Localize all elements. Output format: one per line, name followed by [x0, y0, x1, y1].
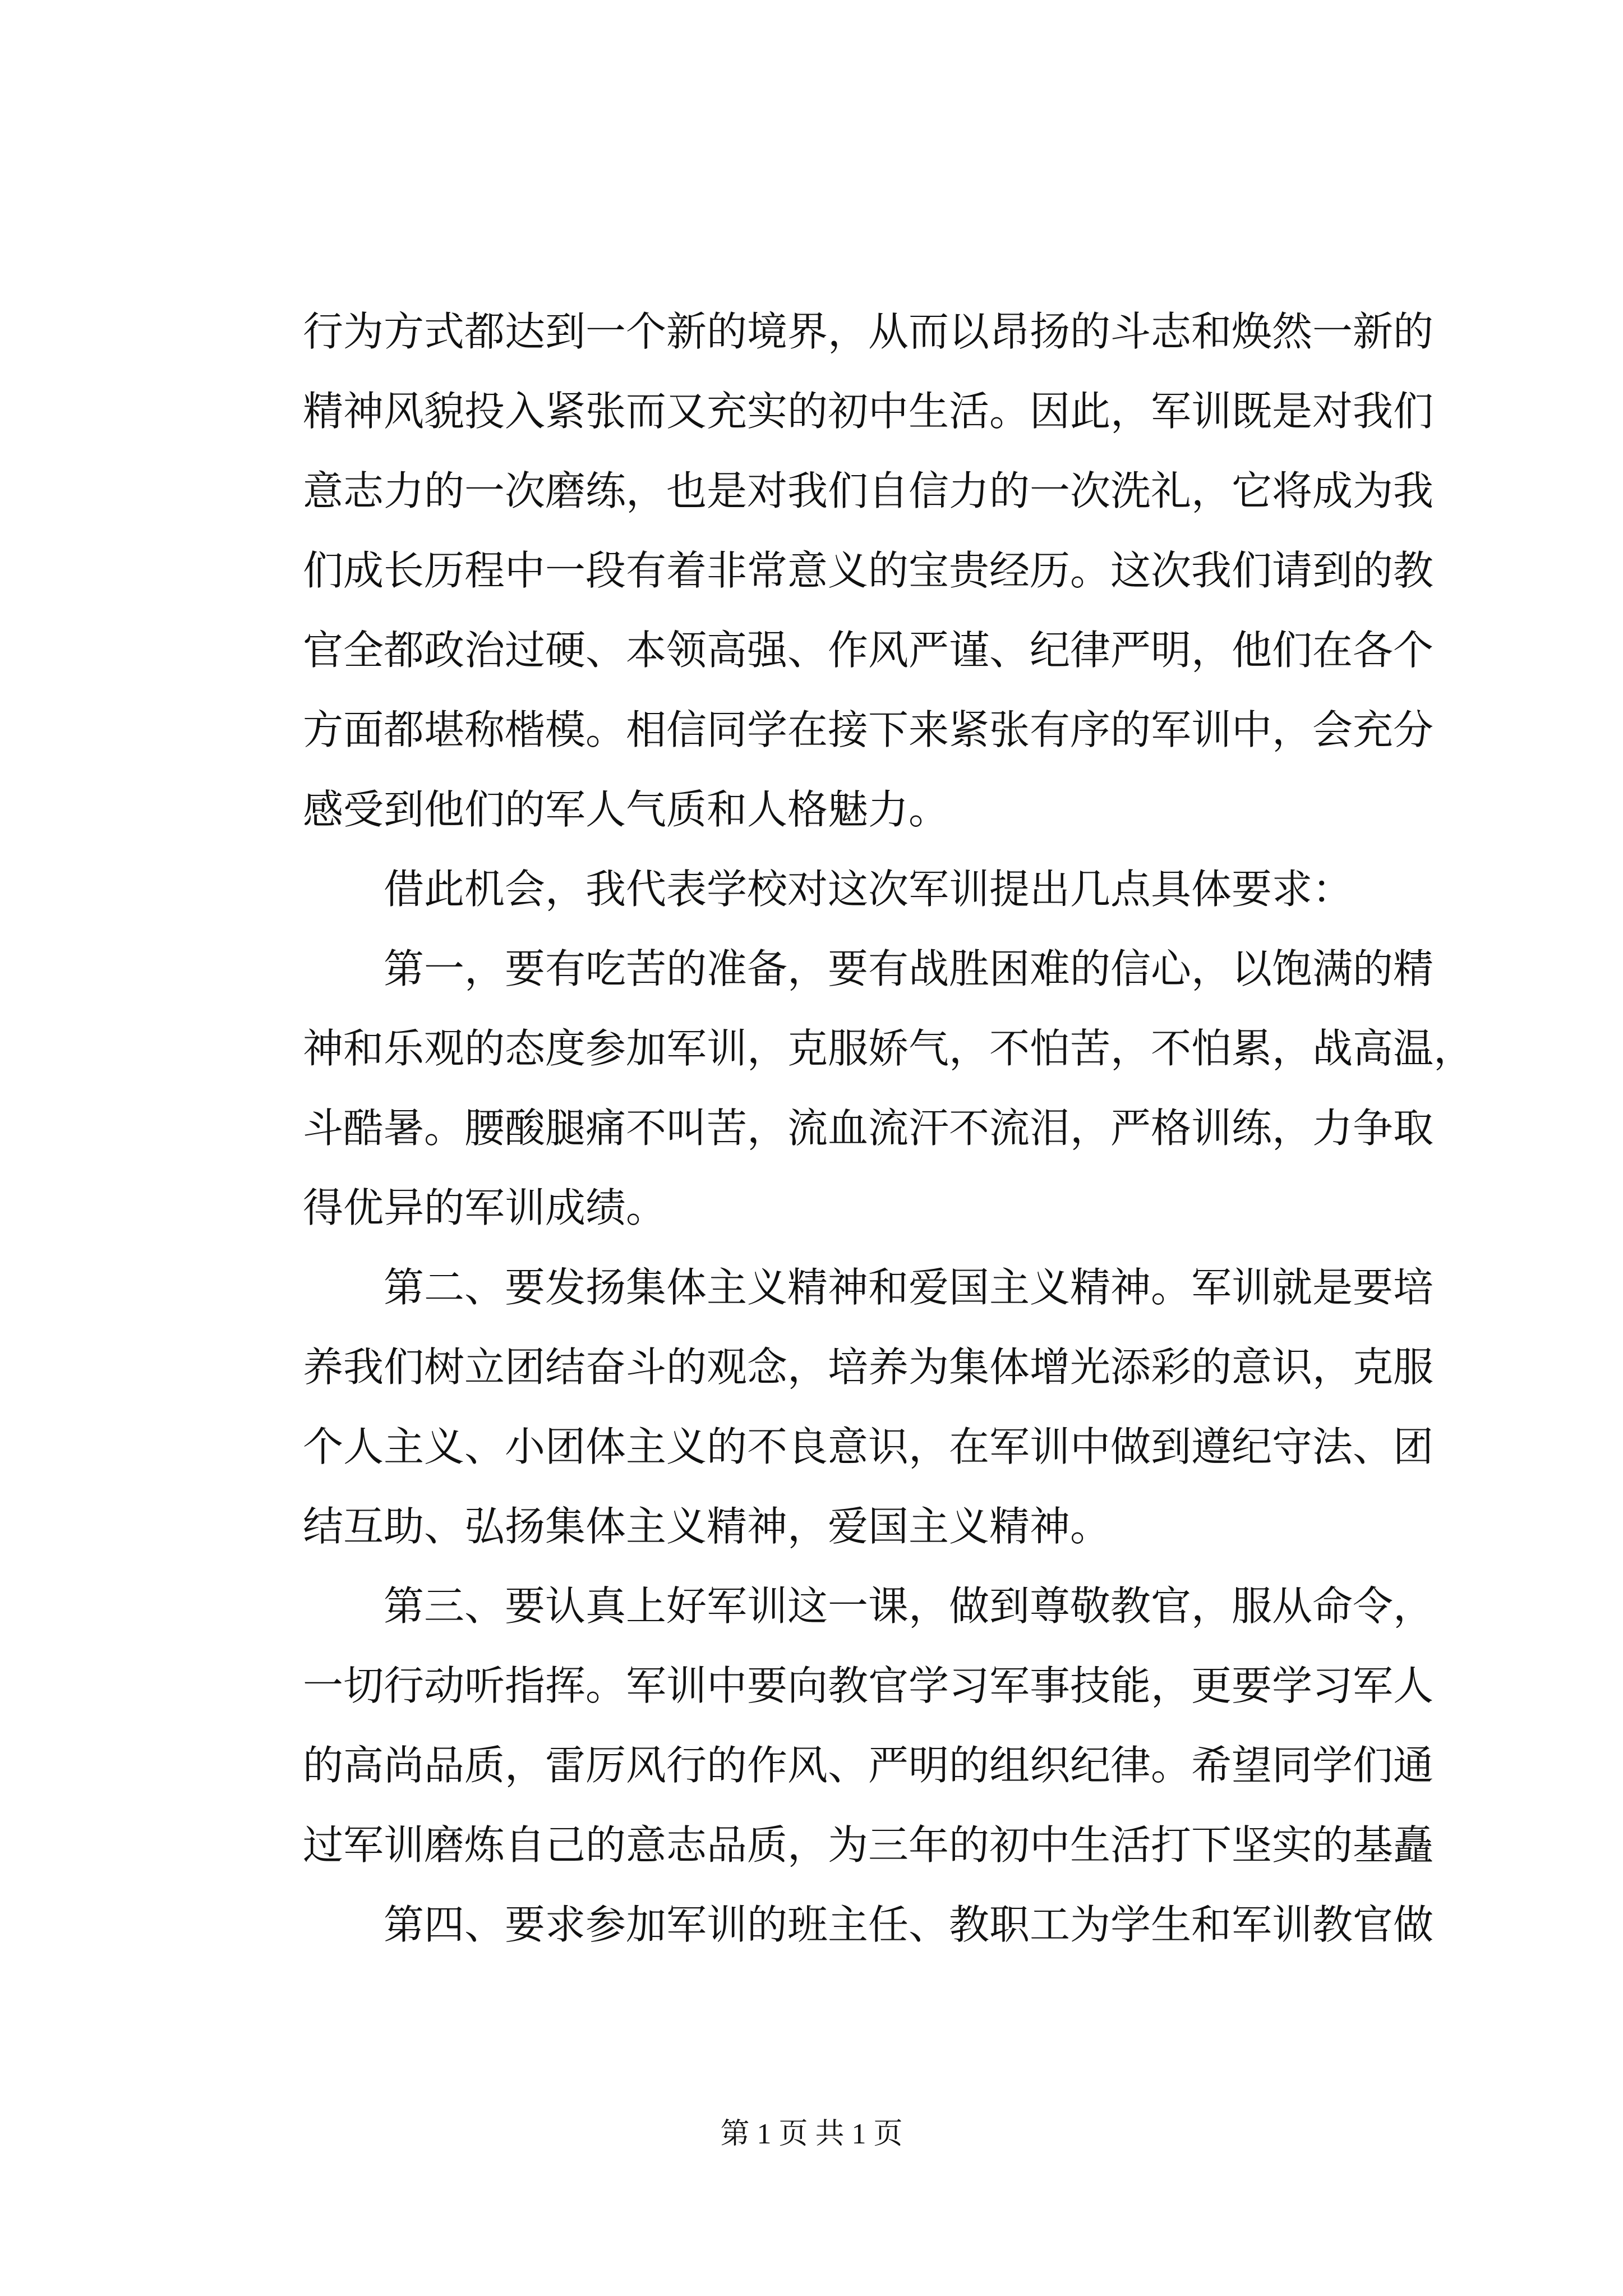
text-line-9: 第一，要有吃苦的准备，要有战胜困难的信心，以饱满的精 — [384, 945, 1434, 992]
text-line-10: 神和乐观的态度参加军训，克服娇气，不怕苦，不怕累，战高温， — [303, 1025, 1474, 1072]
text-line-6: 方面都堪称楷模。相信同学在接下来紧张有序的军训中，会充分 — [303, 706, 1434, 753]
text-line-19: 的高尚品质，雷厉风行的作风、严明的组织纪律。希望同学们通 — [303, 1742, 1434, 1789]
text-line-11: 斗酷暑。腰酸腿痛不叫苦，流血流汗不流泪，严格训练，力争取 — [303, 1105, 1434, 1152]
text-line-1: 行为方式都达到一个新的境界，从而以昂扬的斗志和焕然一新的 — [303, 308, 1434, 355]
text-line-4: 们成长历程中一段有着非常意义的宝贵经历。这次我们请到的教 — [303, 547, 1434, 594]
text-line-15: 个人主义、小团体主义的不良意识，在军训中做到遵纪守法、团 — [303, 1423, 1434, 1470]
text-line-20: 过军训磨炼自己的意志品质，为三年的初中生活打下坚实的基矗 — [303, 1821, 1434, 1869]
body-text — [303, 292, 1474, 1964]
text-line-3: 意志力的一次磨练，也是对我们自信力的一次洗礼，它将成为我 — [303, 467, 1434, 514]
text-line-12: 得优异的军训成绩。 — [303, 1184, 667, 1231]
text-line-8: 借此机会，我代表学校对这次军训提出几点具体要求： — [384, 866, 1353, 913]
text-line-21: 第四、要求参加军训的班主任、教职工为学生和军训教官做 — [384, 1901, 1434, 1948]
text-line-17: 第三、要认真上好军训这一课，做到尊敬教官，服从命令， — [384, 1582, 1434, 1630]
text-line-13: 第二、要发扬集体主义精神和爱国主义精神。军训就是要培 — [384, 1264, 1434, 1311]
text-line-16: 结互助、弘扬集体主义精神，爱国主义精神。 — [303, 1503, 1111, 1550]
page-footer: 第 1 页 共 1 页 — [720, 2118, 903, 2150]
text-line-7: 感受到他们的军人气质和人格魅力。 — [303, 786, 949, 833]
text-line-2: 精神风貌投入紧张而又充实的初中生活。因此，军训既是对我们 — [303, 388, 1434, 435]
text-line-14: 养我们树立团结奋斗的观念，培养为集体增光添彩的意识，克服 — [303, 1343, 1434, 1391]
text-line-5: 官全都政治过硬、本领高强、作风严谨、纪律严明，他们在各个 — [303, 627, 1434, 674]
text-line-18: 一切行动听指挥。军训中要向教官学习军事技能，更要学习军人 — [303, 1662, 1434, 1709]
